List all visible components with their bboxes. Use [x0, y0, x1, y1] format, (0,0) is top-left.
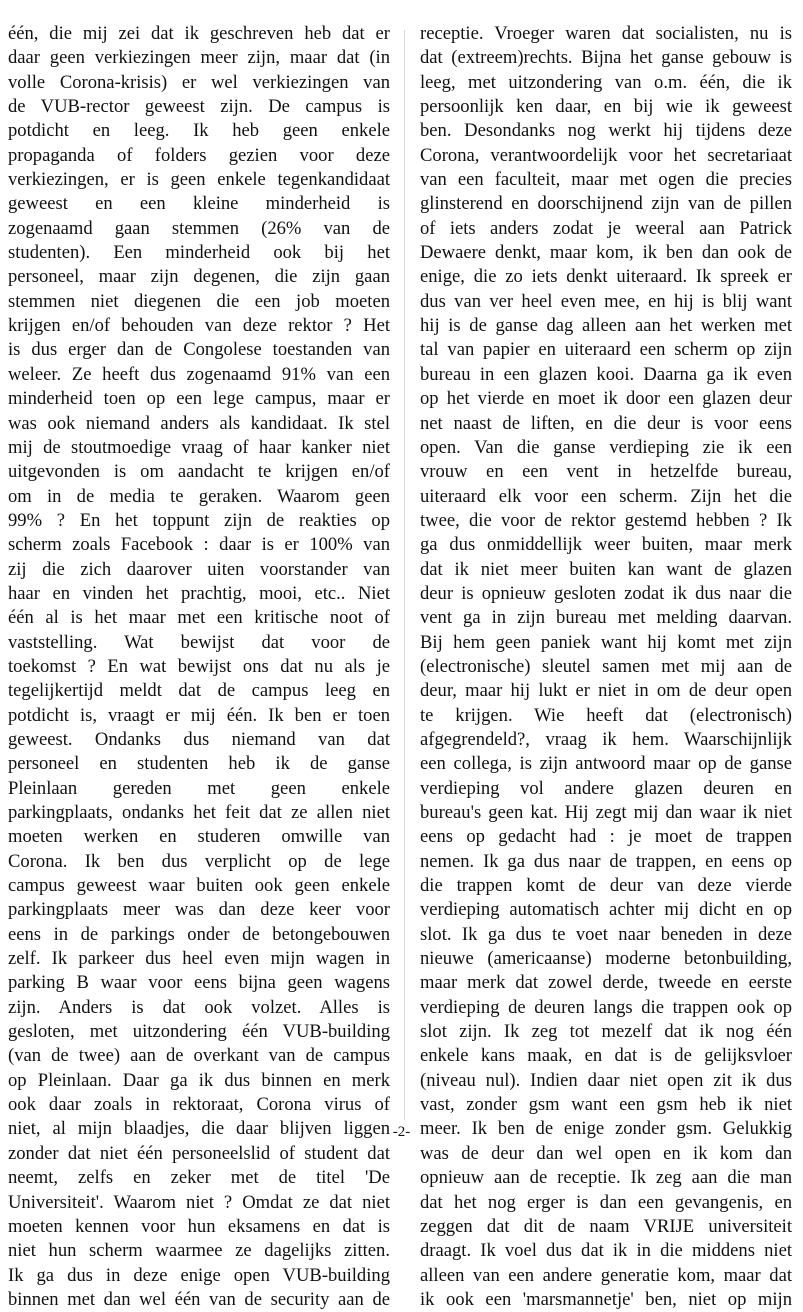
text-line: of iets anders zodat je weeral aan Patrick — [420, 217, 792, 239]
text-line: vaststelling. Wat bewijst dat voor de — [8, 631, 390, 653]
text-line: ga dus onmiddellijk weer buiten, maar merk — [420, 534, 792, 556]
column-divider — [404, 30, 405, 1120]
text-line: zij die zich daarover uiten voorstander van — [8, 558, 390, 580]
text-line: toekomst ? En wat bewijst ons dat nu als je — [8, 655, 390, 677]
text-line: enkele kans maak, en dat is de gelijksvloer — [420, 1045, 792, 1067]
text-line: verdieping automatisch achter mij dicht en op — [420, 899, 792, 921]
text-line: enige, die zo iets denkt uiteraard. Ik spreek er — [420, 266, 792, 288]
text-line: vent ga in zijn bureau met melding daarvan. — [420, 607, 792, 629]
text-line: niet hun scherm waarmee ze dagelijks zitten. — [8, 1240, 390, 1262]
text-line: campus geweest waar buiten ook geen enkele — [8, 875, 390, 897]
text-line: neemt, zelfs en zeker met de titel 'De — [8, 1167, 390, 1189]
text-line: Corona, verantwoordelijk voor het secretariaat — [420, 144, 792, 166]
text-line: nieuwe (americaanse) moderne betonbuilding, — [420, 948, 792, 970]
text-line: tegelijkertijd meldt dat de campus leeg en — [8, 680, 390, 702]
text-line: minderheid toen op een lege campus, maar er — [8, 388, 390, 410]
text-line: Bij hem geen paniek want hij komt met zijn — [420, 631, 792, 653]
text-line: zijn. Anders is dat ook volzet. Alles is — [8, 996, 390, 1018]
text-line: net naast de liften, en die deur is voor eens — [420, 412, 792, 434]
text-line: uitgevonden is om aandacht te krijgen en/of — [8, 461, 390, 483]
text-line: bureau's geen kat. Hij zegt mij dan waar ik niet — [420, 802, 792, 823]
text-line: van een faculteit, maar met ogen die precies — [420, 169, 792, 191]
text-line: potdicht en leeg. Ik heb geen enkele — [8, 120, 390, 142]
right-text-column — [420, 22, 792, 1312]
text-line: krijgen en/of behouden van deze rektor ? Het — [8, 315, 390, 337]
text-line: ben. Desondanks nog werkt hij tijdens deze — [420, 120, 792, 142]
text-line: 99% ? En het toppunt zijn de reakties op — [8, 509, 390, 531]
left-text-column — [8, 22, 390, 1312]
text-line: was ook niemand anders als kandidaat. Ik stel — [8, 412, 390, 434]
text-line: dat ik niet meer buiten kan want de glazen — [420, 558, 792, 580]
text-line: verdieping vol andere glazen deuren en — [420, 777, 792, 799]
text-line: de VUB-rector geweest zijn. De campus is — [8, 96, 390, 118]
text-line: glinsterend en doorschijnend zijn van de pillen — [420, 193, 792, 215]
text-line: een collega, is zijn antwoord maar op de ganse — [420, 753, 792, 775]
text-line: zelf. Ik parkeer dus heel even mijn wagen in — [8, 948, 390, 970]
text-line: Corona. Ik ben dus verplicht op de lege — [8, 850, 390, 872]
text-line: bureau in een glazen kooi. Daarna ga ik even — [420, 363, 792, 385]
text-line: Ik ga dus in deze enige open VUB-building — [8, 1264, 390, 1286]
text-line: slot zijn. Ik zeg tot mezelf dat ik nog één — [420, 1021, 792, 1043]
text-line: verkiezingen, er is geen enkele tegenkandidaat — [8, 169, 390, 191]
text-line: zonder dat niet één personeelslid of student dat — [8, 1142, 390, 1164]
text-line: vrouw en een vent in hetzelfde bureau, — [420, 461, 792, 483]
text-line: (niveau nul). Indien daar niet open zit ik dus — [420, 1069, 792, 1091]
text-line: eens op gedacht had : je moet de trappen — [420, 826, 792, 848]
text-line: propaganda of folders gezien voor deze — [8, 144, 390, 166]
text-line: uiteraard elk voor een scherm. Zijn het die — [420, 485, 792, 507]
text-line: geweest. Ondanks dus niemand van dat — [8, 728, 390, 750]
text-line: ik ook een 'marsmannetje' ben, niet op mijn — [420, 1288, 792, 1310]
text-line: tal van papier en uiteraard een scherm op zijn — [420, 339, 792, 361]
text-line: scherm zoals Facebook : daar is er 100% van — [8, 534, 390, 556]
text-line: meer. Ik ben de enige zonder gsm. Gelukkig — [420, 1118, 792, 1140]
text-line: leeg, met uitzondering van o.m. één, die ik — [420, 71, 792, 93]
text-line: hij is de ganse dag alleen aan het werken met — [420, 315, 792, 337]
text-line: receptie. Vroeger waren dat socialisten, nu is — [420, 23, 792, 44]
text-line: studenten). Een minderheid ook bij het — [8, 242, 390, 264]
text-line: dat het nog erger is dan een gevangenis, en — [420, 1191, 792, 1213]
text-line: mij de stoutmoedige vraag of haar kanker niet — [8, 436, 390, 458]
text-line: twee, die voor de rektor gestemd hebben ? Ik — [420, 509, 792, 531]
text-line: stemmen niet diegenen die een job moeten — [8, 290, 390, 312]
text-line: op Pleinlaan. Daar ga ik dus binnen en merk — [8, 1069, 390, 1091]
text-line: daar geen verkiezingen meer zijn, maar dat (in — [8, 47, 390, 69]
text-line: moeten kennen voor hun eksamens en dat is — [8, 1215, 390, 1237]
text-line: weleer. Ze heeft dus zogenaamd 91% van een — [8, 363, 390, 385]
text-line: is dus erger dan de Congolese toestanden van — [8, 339, 390, 361]
text-line: eens in de parkings onder de betongebouwen — [8, 923, 390, 945]
text-line: verdieping de deuren langs die trappen ook op — [420, 996, 792, 1018]
text-line: persoonlijk ken daar, en bij wie ik geweest — [420, 96, 792, 118]
text-line: gesloten, met uitzondering één VUB-building — [8, 1021, 390, 1043]
text-line: slot. Ik ga dus te voet naar beneden in deze — [420, 923, 792, 945]
text-line: deur, maar hij lukt er niet in om de deur open — [420, 680, 792, 702]
text-line: maar merk dat zowel derde, tweede en eerste — [420, 972, 792, 994]
text-line: zogenaamd gaan stemmen (26% van de — [8, 217, 390, 239]
text-line: die trappen komt de deur van deze vierde — [420, 875, 792, 897]
text-line: Pleinlaan gereden met geen enkele — [8, 777, 390, 799]
page-number: -2- — [392, 1124, 411, 1140]
text-line: Dewaere denkt, maar kom, ik ben dan ook de — [420, 242, 792, 264]
text-line: volle Corona-krisis) er wel verkiezingen van — [8, 71, 390, 93]
text-line: was de deur dan wel open en ik kom dan — [420, 1142, 792, 1164]
text-line: open. Van die ganse verdieping zie ik een — [420, 436, 792, 458]
text-line: te krijgen. Wie heeft dat (electronisch) — [420, 704, 792, 726]
text-line: (electronische) sleutel samen met mij aan de — [420, 655, 792, 677]
text-line: niet, al mijn blaadjes, die daar blijven liggen — [8, 1118, 390, 1140]
text-line: nemen. Ik ga dus naar de trappen, en eens op — [420, 850, 792, 872]
text-line: personeel, maar zijn degenen, die zijn gaan — [8, 266, 390, 288]
text-line: potdicht is, vraagt er mij één. Ik ben er toen — [8, 704, 390, 726]
text-line: Universiteit'. Waarom niet ? Omdat ze dat niet — [8, 1191, 390, 1213]
text-line: ook daar zoals in rektoraat, Corona virus of — [8, 1094, 390, 1116]
text-line: één al is het maar met een kritische noot of — [8, 607, 390, 629]
text-line: vast, zonder gsm want een gsm heb ik niet — [420, 1094, 792, 1116]
text-line: (van de twee) aan de overkant van de campus — [8, 1045, 390, 1067]
text-line: zeggen dat dit de naam VRIJE universiteit — [420, 1215, 792, 1237]
text-line: één, die mij zei dat ik geschreven heb dat er — [8, 23, 390, 44]
text-line: om in de media te geraken. Waarom geen — [8, 485, 390, 507]
text-line: personeel en studenten heb ik de ganse — [8, 753, 390, 775]
text-line: deur is opnieuw gesloten zodat ik dus naar die — [420, 582, 792, 604]
text-line: dus van ver heel even mee, en hij is blij want — [420, 290, 792, 312]
text-line: moeten werken en studeren omwille van — [8, 826, 390, 848]
text-line: binnen met dan wel één van de security aan de — [8, 1288, 390, 1310]
text-line: alleen van een andere generatie kom, maar dat — [420, 1264, 792, 1286]
text-line: opnieuw aan de receptie. Ik zeg aan die man — [420, 1167, 792, 1189]
text-line: haar en vinden het prachtig, mooi, etc.. Niet — [8, 582, 390, 604]
text-line: draagt. Ik voel dus dat ik in die middens niet — [420, 1240, 792, 1262]
text-line: dat (extreem)rechts. Bijna het ganse gebouw is — [420, 47, 792, 69]
text-line: afgegrendeld?, vraag ik hem. Waarschijnlijk — [420, 728, 792, 750]
text-line: parkingplaats, ondanks het feit dat ze allen niet — [8, 802, 390, 823]
text-line: op het vierde en moet ik door een glazen deur — [420, 388, 792, 410]
text-line: parking B waar voor eens bijna geen wagens — [8, 972, 390, 994]
text-line: parkingplaats meer was dan deze keer voor — [8, 899, 390, 921]
text-line: geweest en een kleine minderheid is — [8, 193, 390, 215]
